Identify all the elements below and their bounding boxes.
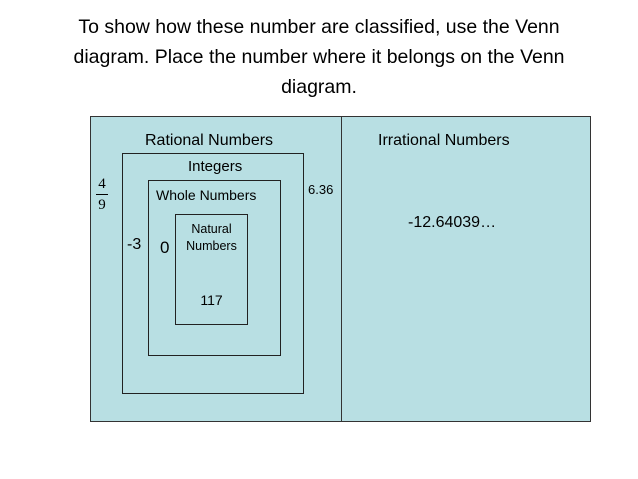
fraction-denominator: 9 [98,197,106,213]
number-natural: 117 [200,292,223,308]
irrational-numbers-region [341,116,591,422]
irrational-numbers-label: Irrational Numbers [378,132,510,149]
number-negative-integer: -3 [127,236,142,253]
fraction-numerator: 4 [98,176,106,192]
natural-label-line-1: Natural [191,222,232,236]
page-title [0,12,638,102]
title-line-1: To show how these number are classified, use the Venn [78,16,560,38]
fraction-four-ninths [95,176,109,213]
fraction-bar [96,194,108,195]
title-line-3: diagram. [281,76,357,98]
natural-numbers-label [176,221,247,255]
natural-label-line-2: Numbers [186,239,237,253]
number-decimal: 6.36 [308,182,334,197]
whole-numbers-label: Whole Numbers [156,187,257,203]
title-line-2: diagram. Place the number where it belongs on the Venn [73,46,565,68]
number-zero: 0 [160,238,170,257]
number-irrational: -12.64039… [408,214,497,231]
integers-label: Integers [188,158,243,175]
rational-numbers-label: Rational Numbers [145,132,274,149]
